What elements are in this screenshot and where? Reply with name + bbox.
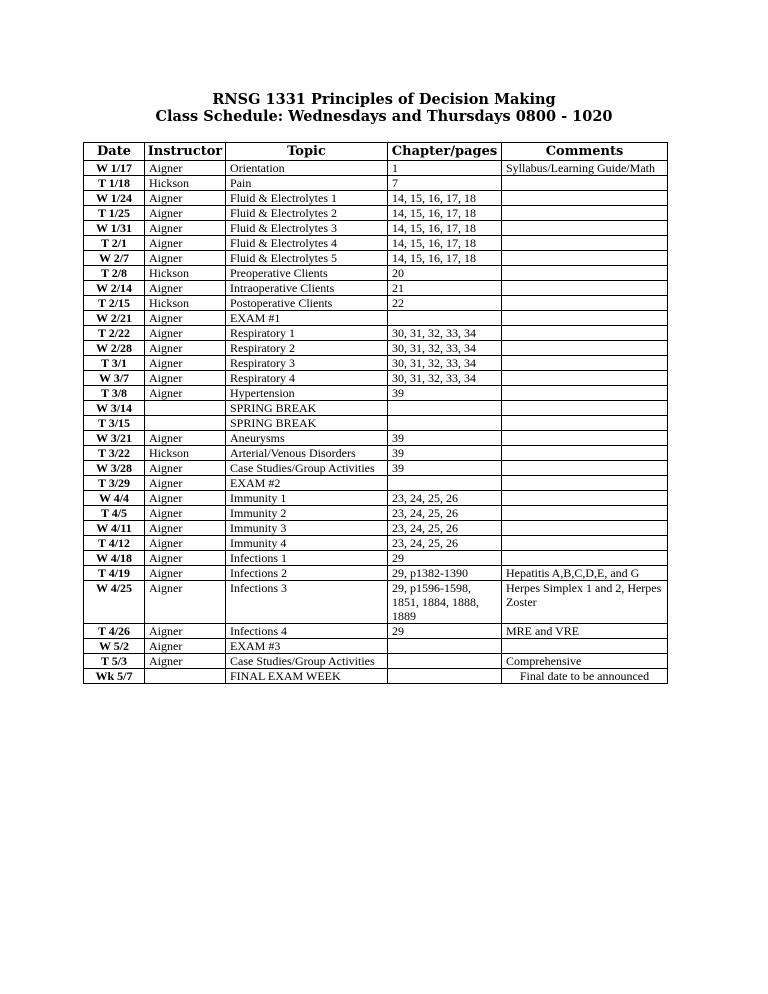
cell-instructor: Aigner <box>145 221 226 236</box>
cell-topic: Infections 1 <box>226 551 388 566</box>
cell-date: W 1/31 <box>84 221 145 236</box>
cell-chapters: 23, 24, 25, 26 <box>388 506 502 521</box>
cell-chapters: 39 <box>388 431 502 446</box>
cell-date: W 4/25 <box>84 581 145 624</box>
cell-comments <box>502 461 668 476</box>
cell-date: W 3/7 <box>84 371 145 386</box>
cell-comments: MRE and VRE <box>502 624 668 639</box>
cell-topic: Case Studies/Group Activities <box>226 461 388 476</box>
table-row <box>84 221 668 236</box>
cell-date: W 3/21 <box>84 431 145 446</box>
cell-comments <box>502 401 668 416</box>
cell-comments <box>502 341 668 356</box>
cell-instructor: Aigner <box>145 506 226 521</box>
cell-comments <box>502 191 668 206</box>
table-row <box>84 326 668 341</box>
table-row <box>84 161 668 176</box>
cell-date: W 2/21 <box>84 311 145 326</box>
cell-instructor: Hickson <box>145 296 226 311</box>
cell-comments <box>502 221 668 236</box>
cell-topic: Respiratory 4 <box>226 371 388 386</box>
cell-instructor: Hickson <box>145 176 226 191</box>
cell-instructor: Aigner <box>145 566 226 581</box>
cell-topic: Pain <box>226 176 388 191</box>
document-subtitle: Class Schedule: Wednesdays and Thursdays 0800 - 1020 <box>155 108 613 125</box>
cell-date: T 3/22 <box>84 446 145 461</box>
cell-comments <box>502 326 668 341</box>
table-row <box>84 506 668 521</box>
cell-instructor: Aigner <box>145 551 226 566</box>
cell-chapters <box>388 669 502 684</box>
schedule-table-header <box>84 143 668 161</box>
cell-topic: Infections 2 <box>226 566 388 581</box>
cell-topic: Intraoperative Clients <box>226 281 388 296</box>
cell-date: W 2/7 <box>84 251 145 266</box>
cell-topic: Fluid & Electrolytes 2 <box>226 206 388 221</box>
table-row <box>84 669 668 684</box>
cell-date: T 4/19 <box>84 566 145 581</box>
cell-topic: FINAL EXAM WEEK <box>226 669 388 684</box>
cell-instructor: Aigner <box>145 236 226 251</box>
cell-topic: Postoperative Clients <box>226 296 388 311</box>
schedule-table-body <box>84 161 668 684</box>
table-row <box>84 401 668 416</box>
table-row <box>84 341 668 356</box>
cell-instructor: Aigner <box>145 341 226 356</box>
cell-instructor: Aigner <box>145 326 226 341</box>
cell-chapters: 23, 24, 25, 26 <box>388 521 502 536</box>
cell-comments <box>502 281 668 296</box>
table-row <box>84 176 668 191</box>
cell-instructor: Aigner <box>145 356 226 371</box>
cell-topic: Aneurysms <box>226 431 388 446</box>
cell-comments <box>502 476 668 491</box>
cell-chapters: 30, 31, 32, 33, 34 <box>388 356 502 371</box>
cell-topic: Immunity 3 <box>226 521 388 536</box>
cell-comments <box>502 296 668 311</box>
table-row <box>84 446 668 461</box>
table-row <box>84 639 668 654</box>
header-instructor: Instructor <box>145 143 226 161</box>
cell-comments <box>502 416 668 431</box>
cell-chapters: 7 <box>388 176 502 191</box>
cell-chapters: 30, 31, 32, 33, 34 <box>388 371 502 386</box>
cell-date: T 5/3 <box>84 654 145 669</box>
cell-date: W 3/28 <box>84 461 145 476</box>
cell-instructor: Aigner <box>145 161 226 176</box>
table-row <box>84 551 668 566</box>
cell-comments <box>502 206 668 221</box>
table-row <box>84 521 668 536</box>
cell-topic: Respiratory 1 <box>226 326 388 341</box>
cell-instructor <box>145 401 226 416</box>
cell-date: T 4/26 <box>84 624 145 639</box>
table-row <box>84 311 668 326</box>
cell-instructor: Aigner <box>145 461 226 476</box>
cell-instructor: Aigner <box>145 624 226 639</box>
header-row <box>84 143 668 161</box>
cell-instructor: Aigner <box>145 206 226 221</box>
cell-chapters: 29 <box>388 551 502 566</box>
cell-comments <box>502 251 668 266</box>
cell-date: W 4/4 <box>84 491 145 506</box>
cell-comments: Comprehensive <box>502 654 668 669</box>
cell-topic: Fluid & Electrolytes 5 <box>226 251 388 266</box>
cell-date: T 3/1 <box>84 356 145 371</box>
cell-instructor: Aigner <box>145 386 226 401</box>
table-row <box>84 206 668 221</box>
cell-topic: Fluid & Electrolytes 4 <box>226 236 388 251</box>
cell-date: T 3/29 <box>84 476 145 491</box>
cell-topic: Respiratory 2 <box>226 341 388 356</box>
cell-topic: SPRING BREAK <box>226 401 388 416</box>
cell-chapters: 30, 31, 32, 33, 34 <box>388 341 502 356</box>
cell-date: T 4/12 <box>84 536 145 551</box>
cell-chapters: 23, 24, 25, 26 <box>388 536 502 551</box>
cell-chapters <box>388 401 502 416</box>
table-row <box>84 624 668 639</box>
cell-topic: Immunity 1 <box>226 491 388 506</box>
cell-instructor: Aigner <box>145 654 226 669</box>
table-row <box>84 581 668 624</box>
table-row <box>84 251 668 266</box>
cell-comments: Herpes Simplex 1 and 2, Herpes Zoster <box>502 581 668 624</box>
table-row <box>84 356 668 371</box>
cell-date: T 3/15 <box>84 416 145 431</box>
cell-date: T 2/1 <box>84 236 145 251</box>
table-row <box>84 266 668 281</box>
cell-date: W 5/2 <box>84 639 145 654</box>
cell-date: Wk 5/7 <box>84 669 145 684</box>
table-row <box>84 386 668 401</box>
cell-topic: Immunity 2 <box>226 506 388 521</box>
cell-chapters <box>388 416 502 431</box>
cell-chapters: 29, p1382-1390 <box>388 566 502 581</box>
cell-comments <box>502 521 668 536</box>
cell-comments <box>502 356 668 371</box>
cell-topic: EXAM #1 <box>226 311 388 326</box>
cell-chapters: 21 <box>388 281 502 296</box>
cell-date: W 2/14 <box>84 281 145 296</box>
cell-comments <box>502 446 668 461</box>
cell-date: T 3/8 <box>84 386 145 401</box>
cell-comments <box>502 506 668 521</box>
cell-chapters: 39 <box>388 386 502 401</box>
cell-instructor: Aigner <box>145 491 226 506</box>
cell-chapters: 14, 15, 16, 17, 18 <box>388 206 502 221</box>
table-row <box>84 236 668 251</box>
cell-comments <box>502 491 668 506</box>
cell-date: T 2/22 <box>84 326 145 341</box>
header-comments: Comments <box>502 143 668 161</box>
cell-chapters: 1 <box>388 161 502 176</box>
cell-date: W 3/14 <box>84 401 145 416</box>
cell-topic: EXAM #2 <box>226 476 388 491</box>
cell-instructor <box>145 669 226 684</box>
cell-chapters: 30, 31, 32, 33, 34 <box>388 326 502 341</box>
cell-chapters: 39 <box>388 461 502 476</box>
cell-comments: Final date to be announced <box>502 669 668 684</box>
cell-chapters: 14, 15, 16, 17, 18 <box>388 221 502 236</box>
cell-comments <box>502 639 668 654</box>
cell-topic: Immunity 4 <box>226 536 388 551</box>
header-date: Date <box>84 143 145 161</box>
cell-topic: Arterial/Venous Disorders <box>226 446 388 461</box>
cell-instructor: Aigner <box>145 639 226 654</box>
cell-date: T 1/18 <box>84 176 145 191</box>
cell-chapters: 29, p1596-1598, 1851, 1884, 1888, 1889 <box>388 581 502 624</box>
cell-comments <box>502 236 668 251</box>
cell-date: W 1/17 <box>84 161 145 176</box>
document-title: RNSG 1331 Principles of Decision Making <box>212 91 556 108</box>
table-row <box>84 654 668 669</box>
cell-chapters: 23, 24, 25, 26 <box>388 491 502 506</box>
cell-instructor: Aigner <box>145 281 226 296</box>
table-row <box>84 476 668 491</box>
cell-instructor: Hickson <box>145 446 226 461</box>
table-row <box>84 536 668 551</box>
cell-topic: Respiratory 3 <box>226 356 388 371</box>
cell-chapters: 14, 15, 16, 17, 18 <box>388 236 502 251</box>
table-row <box>84 191 668 206</box>
cell-comments <box>502 536 668 551</box>
cell-chapters <box>388 639 502 654</box>
cell-date: T 2/15 <box>84 296 145 311</box>
header-topic: Topic <box>226 143 388 161</box>
cell-topic: Case Studies/Group Activities <box>226 654 388 669</box>
cell-instructor: Aigner <box>145 371 226 386</box>
table-row <box>84 296 668 311</box>
cell-date: T 4/5 <box>84 506 145 521</box>
cell-topic: Hypertension <box>226 386 388 401</box>
cell-instructor: Aigner <box>145 191 226 206</box>
cell-chapters: 14, 15, 16, 17, 18 <box>388 191 502 206</box>
cell-chapters: 20 <box>388 266 502 281</box>
cell-instructor: Aigner <box>145 581 226 624</box>
cell-instructor <box>145 416 226 431</box>
cell-date: W 4/11 <box>84 521 145 536</box>
cell-date: T 2/8 <box>84 266 145 281</box>
cell-instructor: Aigner <box>145 311 226 326</box>
cell-topic: Infections 4 <box>226 624 388 639</box>
table-row <box>84 491 668 506</box>
table-row <box>84 431 668 446</box>
header-chapters: Chapter/pages <box>388 143 502 161</box>
cell-comments <box>502 431 668 446</box>
cell-instructor: Aigner <box>145 521 226 536</box>
cell-instructor: Aigner <box>145 536 226 551</box>
cell-chapters: 22 <box>388 296 502 311</box>
cell-comments: Hepatitis A,B,C,D,E, and G <box>502 566 668 581</box>
cell-instructor: Hickson <box>145 266 226 281</box>
cell-date: W 4/18 <box>84 551 145 566</box>
cell-chapters <box>388 476 502 491</box>
cell-instructor: Aigner <box>145 431 226 446</box>
cell-comments: Syllabus/Learning Guide/Math <box>502 161 668 176</box>
cell-topic: Preoperative Clients <box>226 266 388 281</box>
cell-comments <box>502 176 668 191</box>
cell-comments <box>502 386 668 401</box>
cell-topic: Fluid & Electrolytes 3 <box>226 221 388 236</box>
cell-chapters <box>388 654 502 669</box>
cell-date: W 1/24 <box>84 191 145 206</box>
table-row <box>84 566 668 581</box>
cell-date: W 2/28 <box>84 341 145 356</box>
cell-chapters <box>388 311 502 326</box>
cell-comments <box>502 266 668 281</box>
cell-topic: Fluid & Electrolytes 1 <box>226 191 388 206</box>
table-row <box>84 281 668 296</box>
cell-topic: Infections 3 <box>226 581 388 624</box>
table-row <box>84 416 668 431</box>
cell-topic: Orientation <box>226 161 388 176</box>
cell-topic: SPRING BREAK <box>226 416 388 431</box>
cell-comments <box>502 311 668 326</box>
table-row <box>84 461 668 476</box>
cell-topic: EXAM #3 <box>226 639 388 654</box>
schedule-table <box>83 142 668 684</box>
cell-chapters: 29 <box>388 624 502 639</box>
cell-instructor: Aigner <box>145 476 226 491</box>
table-row <box>84 371 668 386</box>
cell-chapters: 39 <box>388 446 502 461</box>
cell-chapters: 14, 15, 16, 17, 18 <box>388 251 502 266</box>
cell-instructor: Aigner <box>145 251 226 266</box>
cell-date: T 1/25 <box>84 206 145 221</box>
cell-comments <box>502 371 668 386</box>
cell-comments <box>502 551 668 566</box>
